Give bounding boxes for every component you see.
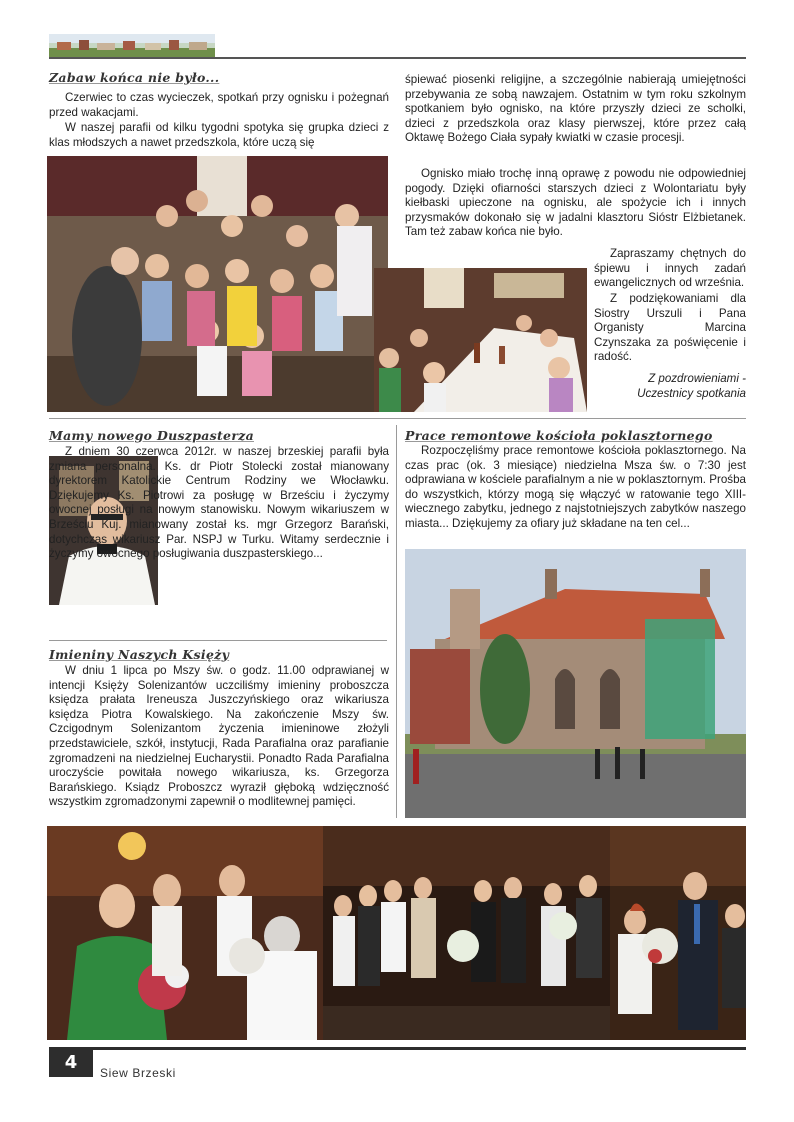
- photo-nameday-priest-flowers: [47, 826, 323, 1040]
- signature-greeting: Z pozdrowieniami -: [648, 372, 746, 385]
- photo-nameday-youth-choir: [323, 826, 610, 1040]
- section-divider-1: [49, 418, 746, 419]
- article-zabaw-right-paragraph-2: Ognisko miało trochę inną oprawę z powodu nie odpowiedniej pogody. Dzięki ofiarności starszych dzieci z Wolontariatu były kiełbaski upieczone na ognisku, ale spożycie ich i innych przysmaków dokonało się w jadalni klasztoru Sióstr Elżbietanek. Tam też zabaw końca nie było.: [405, 167, 746, 239]
- article-zabaw-paragraph-1: Czerwiec to czas wycieczek, spotkań przy ognisku i pożegnań przed wakacjami.: [49, 91, 389, 119]
- article-remont-text: Rozpoczęliśmy prace remontowe kościoła poklasztornego. Na czas prac (ok. 3 miesiące) niedzielna Msza św. o 7:30 jest odprawiana w kościele parafialnym a nie w poklasztornym. Prośba do wszystkich, którzy mogą się włączyć w ratowanie tego XIII-wiecznego zabytku, jednego z najstotniejszych zabytków naszego miasta... Dziękujemy za ofiary już składane na ten cel...: [405, 444, 746, 530]
- photo-nameday-council: [610, 826, 746, 1040]
- article-imieniny-text: W dniu 1 lipca po Mszy św. o godz. 11.00 odprawianej w intencji Księży Solenizantów uczciliśmy imieniny proboszcza księdza prałata Ireneusza Juszczyńskiego oraz wikariusza księdza Piotra Kowalskiego. Na zakończenie Mszy św. Czcigodnym Solenizantom życzenia imieninowe złożyli przedstawiciele, szkół, instytucji, Rada Parafialna oraz parafianie zgromadzeni na niedzielnej Eucharystii. Ponadto Rada Parafialna uroczyście powitała nowego wikariusza, ks. Grzegorza Barańskiego. Ksiądz Proboszcz wyraził głęboką wdzięczność wszystkim zgromadzonymi zapewnił o modlitewnej pamięci.: [49, 664, 389, 809]
- photo-church-renovation: [405, 549, 746, 818]
- article-duszpasterz-text: Z dniem 30 czerwca 2012r. w naszej brzeskiej parafii była zmiana personalna. Ks. dr Piotr Stolecki został mianowany dyrektorem Katolickie Centrum Rodziny we Włocławku. Dziękujemy Ks. Piotrowi za posługę w Brześciu i życzymy owocnej posługi na nowym stanowisku. Nowym wikariuszem w Brześciu Kuj. mianowany został ks. mgr Grzegorz Barański, dotychczas wikariusz Par. NSPJ w Turku. Witamy serdecznie i życzymy owocnego posługiwania duszpasterskiego...: [49, 445, 389, 561]
- photo-children-at-table: [374, 268, 587, 412]
- header-banner-image: [49, 34, 215, 58]
- column-divider: [396, 425, 397, 818]
- article-title-zabaw: Zabaw końca nie było...: [49, 70, 220, 85]
- publication-name: Siew Brzeski: [100, 1066, 176, 1080]
- article-zabaw-right-paragraph-3: Zapraszamy chętnych do śpiewu i innych zadań ewangelicznych od września.: [594, 247, 746, 290]
- article-zabaw-right-paragraph-4: Z podziękowaniami dla Siostry Urszuli i Pana Organisty Marcina Czynszaka za poświęcenie i radość.: [594, 292, 746, 364]
- section-divider-2: [49, 640, 387, 641]
- signature-authors: Uczestnicy spotkania: [637, 387, 746, 400]
- footer-rule: [49, 1047, 746, 1050]
- article-zabaw-paragraph-2: W naszej parafii od kilku tygodni spotyka się grupka dzieci z klas młodszych a nawet przedszkola, które uczą się: [49, 121, 389, 149]
- article-title-remont: Prace remontowe kościoła poklasztornego: [405, 428, 713, 443]
- header-rule: [49, 57, 746, 59]
- page-number: 4: [64, 1051, 78, 1073]
- article-zabaw-right-paragraph-1: śpiewać piosenki religijne, a szczególnie nabierają umiejętności przebywania ze sobą nawzajem. Ostatnim w tym roku szkolnym spotkaniem było ognisko, na które przyszły dzieci ze scholki, dzieci z przedszkola oraz klasy pierwszej, które przez całą Oktawę Bożego Ciała sypały kwiatki w czasie procesji.: [405, 73, 746, 145]
- article-title-duszpasterz: Mamy nowego Duszpasterza: [49, 428, 254, 443]
- photo-children-group: [47, 156, 388, 412]
- article-title-imieniny: Imieniny Naszych Księży: [49, 647, 230, 662]
- page-number-badge: [49, 1047, 93, 1077]
